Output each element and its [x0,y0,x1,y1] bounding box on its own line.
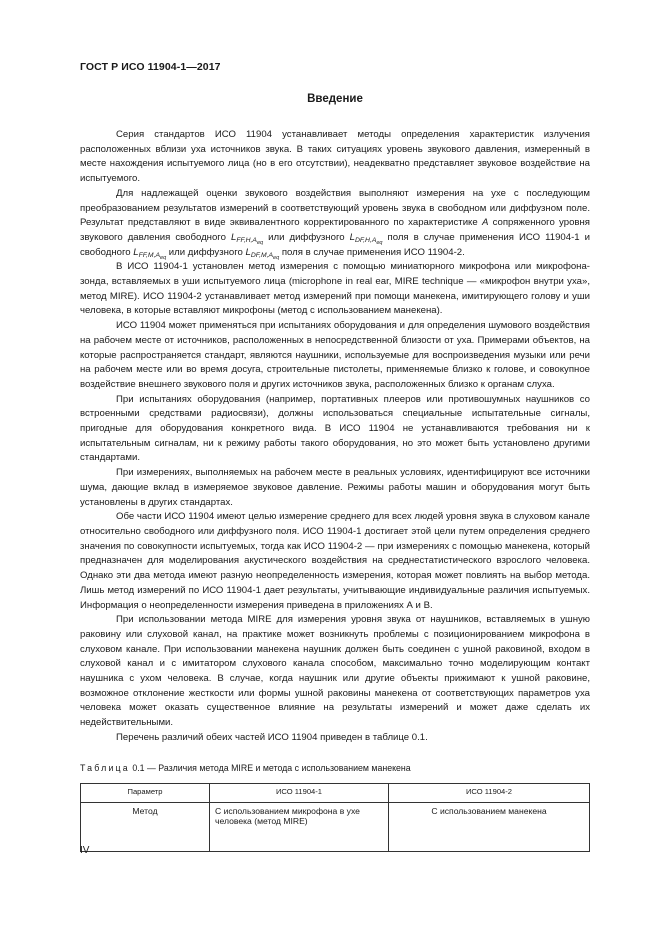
p2-part-f: поля в случае применения ИСО 11904-2. [279,246,465,258]
page-number: IV [80,845,90,856]
p2-part-b: сопряженного уровня звукового давления свободного [80,217,590,243]
paragraph-3: В ИСО 11904-1 установлен метод измерения с помощью миниатюрного микрофона или микрофона-зонда, вставляемых в уши испытуемого лица (microphone in real ear, MIRE technique — «микрофон внутри уха», метод MIRE). ИСО 11904-2 устанавливает метод измерений при помощи манекена, имитирующего голову и уши человека, в которые вставляют микрофоны (метод с использованием манекена). [80,261,590,317]
table-header-row [81,784,590,803]
table-caption-text: 0.1 — Различия метода MIRE и метода с использованием манекена [129,763,411,773]
paragraph-1: Серия стандартов ИСО 11904 устанавливает методы определения характеристик излучения расположенных вблизи уха источников звука. В таких ситуациях уровень звукового давления, измеренный в месте нахождения испытуемого лица (но в его отсутствии), неадекватно представляет звуковое воздействие на испытуемого. [80,129,590,185]
paragraph-9: Перечень различий обеих частей ИСО 11904 приведен в таблице 0.1. [116,731,428,743]
introduction-text [80,128,590,746]
section-title: Введение [307,93,363,105]
document-code: ГОСТ Р ИСО 11904-1—2017 [80,61,221,73]
symbol-l-ff-h [230,231,264,246]
table-caption-label: Таблица [80,763,130,773]
p2-part-d: поля в случае применения ИСО 11904-1 и свободного [80,231,591,258]
subscript-df-m: DF,M,Aeq [250,251,280,261]
p2-part-c: или диффузного [263,231,350,243]
paragraph-2 [80,187,590,261]
symbol-l: L [230,231,237,243]
cell-iso-part-2: С использованием манекена [389,803,590,852]
subscript-df-h: DF,H,Aeq [354,236,383,246]
subscript-ff-h: FF,H,Aeq [236,236,264,246]
header-parameter: Параметр [81,784,210,803]
symbol-l: L [133,246,139,258]
weighting-letter: A [481,217,489,229]
paragraph-6: При измерениях, выполняемых на рабочем месте в реальных условиях, идентифицируют все источники шума, дающие вклад в измеряемое звуковое давление. Режимы работы машин и оборудования могут быть установлены в других стандартах. [80,467,590,508]
subscript-ff-m: FF,M,Aeq [138,251,167,261]
header-iso-part-2: ИСО 11904-2 [389,784,590,803]
table-row [81,803,590,852]
table-caption [80,763,590,773]
header-iso-part-1: ИСО 11904-1 [210,784,389,803]
cell-iso-part-1: С использованием микрофона в ухе человека (метод MIRE) [210,803,389,852]
paragraph-7: Обе части ИСО 11904 имеют целью измерение среднего для всех людей уровня звука в слуховом канале относительно свободного или диффузного поля. ИСО 11904-1 достигает этой цели путем определения среднего значения по совокупности испытуемых, тогда как ИСО 11904-2 — при измерениях с помощью манекена, который предназначен для моделирования акустического воздействия на среднестатистического взрослого человека. Однако эти два метода имеют разную неопределенность измерения, которая может повлиять на выбор метода. Лишь метод измерений по ИСО 11904-1 дает результаты, учитывающие индивидуальные различия испытуемых. Информация о неопределенности измерения приведена в приложениях А и В. [80,511,590,611]
paragraph-5: При испытаниях оборудования (например, портативных плееров или противошумных наушников со встроенными средствами радиосвязи), должны использоваться специальные испытательные сигналы, пригодные для оборудования конкретного вида. В ИСО 11904 не устанавливаются требования ни к испытательным сигналам, ни к режиму работы такого оборудования, но это может быть установлено другими стандартами. [80,393,590,464]
paragraph-4: ИСО 11904 может применяться при испытаниях оборудования и для определения шумового воздействия на рабочем месте от источников, расположенных в непосредственной близости от уха. Примерами объектов, на которые распространяется стандарт, являются наушники, используемые для воспроизведения музыки или речи на рабочем месте или во время досуга, строительные пистолеты, применяемые близко к голове, и совокупное воздействие внешнего звукового поля и других источников звука, расположенных близко к органам слуха. [80,320,590,390]
p2-part-e: или диффузного [166,246,246,258]
differences-table [80,783,590,852]
symbol-l: L [349,231,355,243]
paragraph-8: При использовании метода MIRE для измерения уровня звука от наушников, вставляемых в ушную раковину или слуховой канал, на практике может возникнуть проблемы с позиционированием микрофона в слуховом канале. При использовании манекена наушник должен быть соединен с ушной раковиной, входом в слуховой канал и с имитатором слухового канала способом, максимально точно моделирующим контакт наушника с ухом человека. В случае, когда наушник или другие объекты прижимают к ушной раковине, возможное отклонение жесткости или формы ушной раковины манекена от соответствующих параметров уха человека может оказать существенное влияние на результаты измерений и может даже сделать их недействительными. [80,614,590,729]
symbol-l-df-m [245,246,280,261]
p2-part-a: Для надлежащей оценки звукового воздействия выполняют измерения на ухе с последующим преобразованием результатов измерений в соответствующий уровень звука в свободном или диффузном поле. Результат представляют в виде эквивалентного корректированного по характеристике [80,187,590,229]
cell-parameter: Метод [81,803,210,852]
symbol-l: L [245,246,251,258]
symbol-l-ff-m [133,246,167,261]
symbol-l-df-h [349,231,383,246]
